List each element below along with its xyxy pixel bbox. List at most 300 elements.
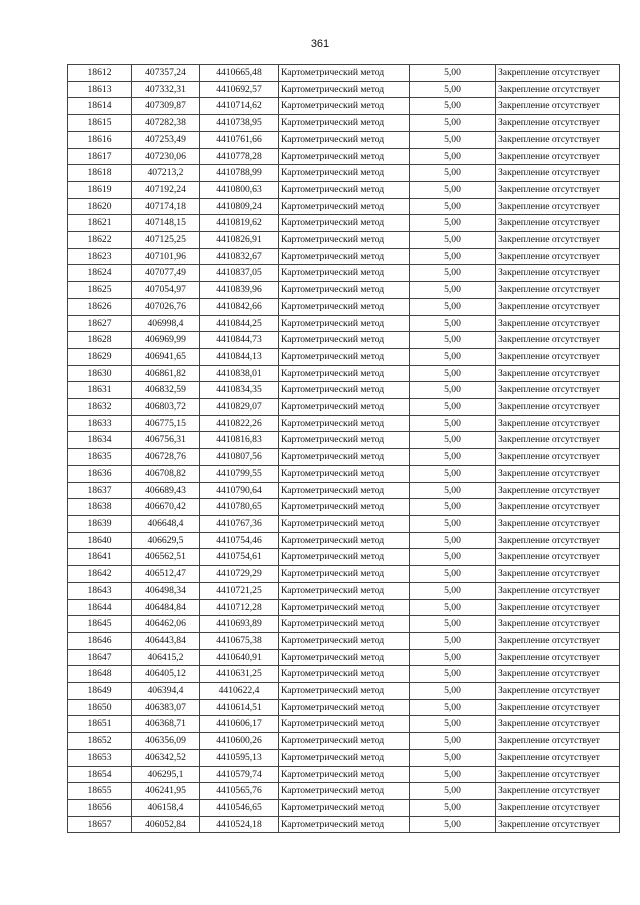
point-number-cell: 18654: [68, 766, 132, 783]
x-coordinate-cell: 407026,76: [132, 298, 200, 315]
table-body: [68, 65, 620, 833]
fixing-description-cell: Закрепление отсутствует: [496, 766, 620, 783]
point-number-cell: 18632: [68, 399, 132, 416]
table-row: [68, 766, 620, 783]
accuracy-cell: 5,00: [410, 315, 496, 332]
accuracy-cell: 5,00: [410, 649, 496, 666]
accuracy-cell: 5,00: [410, 783, 496, 800]
accuracy-cell: 5,00: [410, 616, 496, 633]
x-coordinate-cell: 407332,31: [132, 81, 200, 98]
point-number-cell: 18640: [68, 532, 132, 549]
accuracy-cell: 5,00: [410, 816, 496, 833]
x-coordinate-cell: 406394,4: [132, 683, 200, 700]
point-number-cell: 18635: [68, 449, 132, 466]
table-row: [68, 499, 620, 516]
x-coordinate-cell: 406462,06: [132, 616, 200, 633]
y-coordinate-cell: 4410761,66: [200, 131, 279, 148]
point-number-cell: 18646: [68, 632, 132, 649]
accuracy-cell: 5,00: [410, 549, 496, 566]
fixing-description-cell: Закрепление отсутствует: [496, 382, 620, 399]
x-coordinate-cell: 406241,95: [132, 783, 200, 800]
point-number-cell: 18656: [68, 799, 132, 816]
y-coordinate-cell: 4410788,99: [200, 165, 279, 182]
accuracy-cell: 5,00: [410, 465, 496, 482]
table-row: [68, 816, 620, 833]
point-number-cell: 18637: [68, 482, 132, 499]
accuracy-cell: 5,00: [410, 399, 496, 416]
table-row: [68, 115, 620, 132]
accuracy-cell: 5,00: [410, 131, 496, 148]
point-number-cell: 18634: [68, 432, 132, 449]
y-coordinate-cell: 4410754,61: [200, 549, 279, 566]
y-coordinate-cell: 4410838,01: [200, 365, 279, 382]
fixing-description-cell: Закрепление отсутствует: [496, 683, 620, 700]
fixing-description-cell: Закрепление отсутствует: [496, 616, 620, 633]
table-row: [68, 181, 620, 198]
method-cell: Картометрический метод: [279, 382, 410, 399]
table-row: [68, 699, 620, 716]
y-coordinate-cell: 4410714,62: [200, 98, 279, 115]
table-row: [68, 65, 620, 82]
method-cell: Картометрический метод: [279, 632, 410, 649]
y-coordinate-cell: 4410721,25: [200, 582, 279, 599]
fixing-description-cell: Закрепление отсутствует: [496, 298, 620, 315]
fixing-description-cell: Закрепление отсутствует: [496, 716, 620, 733]
table-row: [68, 532, 620, 549]
x-coordinate-cell: 406498,34: [132, 582, 200, 599]
accuracy-cell: 5,00: [410, 683, 496, 700]
y-coordinate-cell: 4410826,91: [200, 232, 279, 249]
x-coordinate-cell: 407213,2: [132, 165, 200, 182]
y-coordinate-cell: 4410844,25: [200, 315, 279, 332]
y-coordinate-cell: 4410675,38: [200, 632, 279, 649]
fixing-description-cell: Закрепление отсутствует: [496, 799, 620, 816]
fixing-description-cell: Закрепление отсутствует: [496, 733, 620, 750]
fixing-description-cell: Закрепление отсутствует: [496, 482, 620, 499]
y-coordinate-cell: 4410819,62: [200, 215, 279, 232]
method-cell: Картометрический метод: [279, 716, 410, 733]
fixing-description-cell: Закрепление отсутствует: [496, 599, 620, 616]
y-coordinate-cell: 4410693,89: [200, 616, 279, 633]
method-cell: Картометрический метод: [279, 465, 410, 482]
table-row: [68, 148, 620, 165]
table-row: [68, 215, 620, 232]
method-cell: Картометрический метод: [279, 115, 410, 132]
point-number-cell: 18648: [68, 666, 132, 683]
accuracy-cell: 5,00: [410, 716, 496, 733]
fixing-description-cell: Закрепление отсутствует: [496, 165, 620, 182]
accuracy-cell: 5,00: [410, 181, 496, 198]
method-cell: Картометрический метод: [279, 549, 410, 566]
table-row: [68, 716, 620, 733]
fixing-description-cell: Закрепление отсутствует: [496, 649, 620, 666]
fixing-description-cell: Закрепление отсутствует: [496, 499, 620, 516]
table-row: [68, 382, 620, 399]
y-coordinate-cell: 4410622,4: [200, 683, 279, 700]
table-row: [68, 315, 620, 332]
method-cell: Картометрический метод: [279, 365, 410, 382]
point-number-cell: 18622: [68, 232, 132, 249]
accuracy-cell: 5,00: [410, 282, 496, 299]
accuracy-cell: 5,00: [410, 432, 496, 449]
method-cell: Картометрический метод: [279, 415, 410, 432]
point-number-cell: 18638: [68, 499, 132, 516]
method-cell: Картометрический метод: [279, 683, 410, 700]
y-coordinate-cell: 4410778,28: [200, 148, 279, 165]
method-cell: Картометрический метод: [279, 799, 410, 816]
method-cell: Картометрический метод: [279, 282, 410, 299]
point-number-cell: 18652: [68, 733, 132, 750]
method-cell: Картометрический метод: [279, 499, 410, 516]
point-number-cell: 18645: [68, 616, 132, 633]
point-number-cell: 18628: [68, 332, 132, 349]
point-number-cell: 18631: [68, 382, 132, 399]
y-coordinate-cell: 4410799,55: [200, 465, 279, 482]
x-coordinate-cell: 406512,47: [132, 566, 200, 583]
fixing-description-cell: Закрепление отсутствует: [496, 632, 620, 649]
x-coordinate-cell: 406342,52: [132, 749, 200, 766]
method-cell: Картометрический метод: [279, 65, 410, 82]
fixing-description-cell: Закрепление отсутствует: [496, 332, 620, 349]
accuracy-cell: 5,00: [410, 248, 496, 265]
y-coordinate-cell: 4410738,95: [200, 115, 279, 132]
y-coordinate-cell: 4410780,65: [200, 499, 279, 516]
table-row: [68, 248, 620, 265]
accuracy-cell: 5,00: [410, 382, 496, 399]
fixing-description-cell: Закрепление отсутствует: [496, 816, 620, 833]
method-cell: Картометрический метод: [279, 232, 410, 249]
method-cell: Картометрический метод: [279, 666, 410, 683]
accuracy-cell: 5,00: [410, 699, 496, 716]
point-number-cell: 18643: [68, 582, 132, 599]
fixing-description-cell: Закрепление отсутствует: [496, 465, 620, 482]
y-coordinate-cell: 4410832,67: [200, 248, 279, 265]
x-coordinate-cell: 406689,43: [132, 482, 200, 499]
method-cell: Картометрический метод: [279, 599, 410, 616]
y-coordinate-cell: 4410640,91: [200, 649, 279, 666]
table-row: [68, 749, 620, 766]
method-cell: Картометрический метод: [279, 582, 410, 599]
method-cell: Картометрический метод: [279, 766, 410, 783]
accuracy-cell: 5,00: [410, 332, 496, 349]
fixing-description-cell: Закрепление отсутствует: [496, 566, 620, 583]
fixing-description-cell: Закрепление отсутствует: [496, 449, 620, 466]
x-coordinate-cell: 407101,96: [132, 248, 200, 265]
method-cell: Картометрический метод: [279, 181, 410, 198]
point-number-cell: 18639: [68, 515, 132, 532]
table-row: [68, 449, 620, 466]
method-cell: Картометрический метод: [279, 449, 410, 466]
table-row: [68, 566, 620, 583]
table-row: [68, 432, 620, 449]
accuracy-cell: 5,00: [410, 799, 496, 816]
point-number-cell: 18621: [68, 215, 132, 232]
y-coordinate-cell: 4410844,13: [200, 348, 279, 365]
point-number-cell: 18636: [68, 465, 132, 482]
point-number-cell: 18655: [68, 783, 132, 800]
x-coordinate-cell: 407230,06: [132, 148, 200, 165]
x-coordinate-cell: 406356,09: [132, 733, 200, 750]
point-number-cell: 18629: [68, 348, 132, 365]
y-coordinate-cell: 4410809,24: [200, 198, 279, 215]
accuracy-cell: 5,00: [410, 582, 496, 599]
table-row: [68, 131, 620, 148]
method-cell: Картометрический метод: [279, 532, 410, 549]
method-cell: Картометрический метод: [279, 515, 410, 532]
fixing-description-cell: Закрепление отсутствует: [496, 131, 620, 148]
x-coordinate-cell: 406629,5: [132, 532, 200, 549]
point-number-cell: 18625: [68, 282, 132, 299]
x-coordinate-cell: 407357,24: [132, 65, 200, 82]
fixing-description-cell: Закрепление отсутствует: [496, 115, 620, 132]
method-cell: Картометрический метод: [279, 148, 410, 165]
y-coordinate-cell: 4410546,65: [200, 799, 279, 816]
accuracy-cell: 5,00: [410, 599, 496, 616]
table-row: [68, 365, 620, 382]
fixing-description-cell: Закрепление отсутствует: [496, 282, 620, 299]
table-row: [68, 98, 620, 115]
x-coordinate-cell: 406832,59: [132, 382, 200, 399]
y-coordinate-cell: 4410842,66: [200, 298, 279, 315]
y-coordinate-cell: 4410595,13: [200, 749, 279, 766]
table-row: [68, 515, 620, 532]
x-coordinate-cell: 407077,49: [132, 265, 200, 282]
table-row: [68, 616, 620, 633]
fixing-description-cell: Закрепление отсутствует: [496, 749, 620, 766]
table-row: [68, 332, 620, 349]
accuracy-cell: 5,00: [410, 165, 496, 182]
x-coordinate-cell: 406861,82: [132, 365, 200, 382]
accuracy-cell: 5,00: [410, 632, 496, 649]
table-row: [68, 482, 620, 499]
y-coordinate-cell: 4410800,63: [200, 181, 279, 198]
table-row: [68, 298, 620, 315]
fixing-description-cell: Закрепление отсутствует: [496, 415, 620, 432]
point-number-cell: 18649: [68, 683, 132, 700]
fixing-description-cell: Закрепление отсутствует: [496, 248, 620, 265]
y-coordinate-cell: 4410579,74: [200, 766, 279, 783]
method-cell: Картометрический метод: [279, 733, 410, 750]
y-coordinate-cell: 4410754,46: [200, 532, 279, 549]
x-coordinate-cell: 406295,1: [132, 766, 200, 783]
x-coordinate-cell: 406941,65: [132, 348, 200, 365]
method-cell: Картометрический метод: [279, 783, 410, 800]
table-row: [68, 632, 620, 649]
x-coordinate-cell: 406648,4: [132, 515, 200, 532]
table-row: [68, 81, 620, 98]
table-row: [68, 415, 620, 432]
accuracy-cell: 5,00: [410, 415, 496, 432]
point-number-cell: 18641: [68, 549, 132, 566]
y-coordinate-cell: 4410816,83: [200, 432, 279, 449]
method-cell: Картометрический метод: [279, 699, 410, 716]
fixing-description-cell: Закрепление отсутствует: [496, 148, 620, 165]
fixing-description-cell: Закрепление отсутствует: [496, 783, 620, 800]
fixing-description-cell: Закрепление отсутствует: [496, 666, 620, 683]
x-coordinate-cell: 406670,42: [132, 499, 200, 516]
x-coordinate-cell: 406998,4: [132, 315, 200, 332]
y-coordinate-cell: 4410790,64: [200, 482, 279, 499]
method-cell: Картометрический метод: [279, 649, 410, 666]
table-row: [68, 599, 620, 616]
table-row: [68, 666, 620, 683]
x-coordinate-cell: 406158,4: [132, 799, 200, 816]
point-number-cell: 18642: [68, 566, 132, 583]
point-number-cell: 18644: [68, 599, 132, 616]
point-number-cell: 18623: [68, 248, 132, 265]
accuracy-cell: 5,00: [410, 566, 496, 583]
y-coordinate-cell: 4410844,73: [200, 332, 279, 349]
fixing-description-cell: Закрепление отсутствует: [496, 181, 620, 198]
fixing-description-cell: Закрепление отсутствует: [496, 81, 620, 98]
y-coordinate-cell: 4410565,76: [200, 783, 279, 800]
accuracy-cell: 5,00: [410, 348, 496, 365]
y-coordinate-cell: 4410614,51: [200, 699, 279, 716]
table-row: [68, 265, 620, 282]
table-row: [68, 282, 620, 299]
x-coordinate-cell: 406443,84: [132, 632, 200, 649]
fixing-description-cell: Закрепление отсутствует: [496, 399, 620, 416]
accuracy-cell: 5,00: [410, 449, 496, 466]
fixing-description-cell: Закрепление отсутствует: [496, 348, 620, 365]
fixing-description-cell: Закрепление отсутствует: [496, 515, 620, 532]
y-coordinate-cell: 4410692,57: [200, 81, 279, 98]
y-coordinate-cell: 4410822,26: [200, 415, 279, 432]
table-row: [68, 399, 620, 416]
x-coordinate-cell: 406383,07: [132, 699, 200, 716]
point-number-cell: 18614: [68, 98, 132, 115]
point-number-cell: 18619: [68, 181, 132, 198]
x-coordinate-cell: 406775,15: [132, 415, 200, 432]
fixing-description-cell: Закрепление отсутствует: [496, 198, 620, 215]
method-cell: Картометрический метод: [279, 215, 410, 232]
table-row: [68, 465, 620, 482]
x-coordinate-cell: 407125,25: [132, 232, 200, 249]
accuracy-cell: 5,00: [410, 666, 496, 683]
y-coordinate-cell: 4410837,05: [200, 265, 279, 282]
x-coordinate-cell: 406969,99: [132, 332, 200, 349]
y-coordinate-cell: 4410729,29: [200, 566, 279, 583]
point-number-cell: 18617: [68, 148, 132, 165]
accuracy-cell: 5,00: [410, 265, 496, 282]
table-row: [68, 348, 620, 365]
method-cell: Картометрический метод: [279, 816, 410, 833]
x-coordinate-cell: 407174,18: [132, 198, 200, 215]
fixing-description-cell: Закрепление отсутствует: [496, 582, 620, 599]
method-cell: Картометрический метод: [279, 616, 410, 633]
point-number-cell: 18613: [68, 81, 132, 98]
point-number-cell: 18651: [68, 716, 132, 733]
accuracy-cell: 5,00: [410, 733, 496, 750]
table-row: [68, 198, 620, 215]
x-coordinate-cell: 406368,71: [132, 716, 200, 733]
x-coordinate-cell: 407192,24: [132, 181, 200, 198]
method-cell: Картометрический метод: [279, 315, 410, 332]
fixing-description-cell: Закрепление отсутствует: [496, 315, 620, 332]
accuracy-cell: 5,00: [410, 766, 496, 783]
point-number-cell: 18630: [68, 365, 132, 382]
method-cell: Картометрический метод: [279, 749, 410, 766]
x-coordinate-cell: 406708,82: [132, 465, 200, 482]
point-number-cell: 18618: [68, 165, 132, 182]
method-cell: Картометрический метод: [279, 482, 410, 499]
accuracy-cell: 5,00: [410, 232, 496, 249]
accuracy-cell: 5,00: [410, 749, 496, 766]
y-coordinate-cell: 4410600,26: [200, 733, 279, 750]
method-cell: Картометрический метод: [279, 432, 410, 449]
method-cell: Картометрический метод: [279, 399, 410, 416]
table-row: [68, 783, 620, 800]
method-cell: Картометрический метод: [279, 566, 410, 583]
y-coordinate-cell: 4410606,17: [200, 716, 279, 733]
accuracy-cell: 5,00: [410, 365, 496, 382]
table-row: [68, 165, 620, 182]
x-coordinate-cell: 406728,76: [132, 449, 200, 466]
point-number-cell: 18650: [68, 699, 132, 716]
point-number-cell: 18647: [68, 649, 132, 666]
point-number-cell: 18627: [68, 315, 132, 332]
x-coordinate-cell: 406484,84: [132, 599, 200, 616]
accuracy-cell: 5,00: [410, 499, 496, 516]
y-coordinate-cell: 4410524,18: [200, 816, 279, 833]
x-coordinate-cell: 406052,84: [132, 816, 200, 833]
point-number-cell: 18633: [68, 415, 132, 432]
method-cell: Картометрический метод: [279, 348, 410, 365]
table-row: [68, 582, 620, 599]
x-coordinate-cell: 406756,31: [132, 432, 200, 449]
y-coordinate-cell: 4410631,25: [200, 666, 279, 683]
method-cell: Картометрический метод: [279, 131, 410, 148]
table-row: [68, 799, 620, 816]
x-coordinate-cell: 406405,12: [132, 666, 200, 683]
x-coordinate-cell: 406562,51: [132, 549, 200, 566]
x-coordinate-cell: 407253,49: [132, 131, 200, 148]
table-row: [68, 733, 620, 750]
accuracy-cell: 5,00: [410, 215, 496, 232]
x-coordinate-cell: 406803,72: [132, 399, 200, 416]
point-number-cell: 18624: [68, 265, 132, 282]
method-cell: Картометрический метод: [279, 332, 410, 349]
accuracy-cell: 5,00: [410, 98, 496, 115]
fixing-description-cell: Закрепление отсутствует: [496, 699, 620, 716]
point-number-cell: 18615: [68, 115, 132, 132]
y-coordinate-cell: 4410712,28: [200, 599, 279, 616]
method-cell: Картометрический метод: [279, 265, 410, 282]
method-cell: Картометрический метод: [279, 298, 410, 315]
method-cell: Картометрический метод: [279, 165, 410, 182]
x-coordinate-cell: 406415,2: [132, 649, 200, 666]
method-cell: Картометрический метод: [279, 81, 410, 98]
fixing-description-cell: Закрепление отсутствует: [496, 432, 620, 449]
table-row: [68, 549, 620, 566]
x-coordinate-cell: 407309,87: [132, 98, 200, 115]
y-coordinate-cell: 4410665,48: [200, 65, 279, 82]
x-coordinate-cell: 407148,15: [132, 215, 200, 232]
accuracy-cell: 5,00: [410, 65, 496, 82]
accuracy-cell: 5,00: [410, 482, 496, 499]
table-row: [68, 649, 620, 666]
table-row: [68, 232, 620, 249]
page-number: 361: [310, 38, 330, 50]
table-row: [68, 683, 620, 700]
fixing-description-cell: Закрепление отсутствует: [496, 532, 620, 549]
point-number-cell: 18612: [68, 65, 132, 82]
fixing-description-cell: Закрепление отсутствует: [496, 365, 620, 382]
accuracy-cell: 5,00: [410, 198, 496, 215]
fixing-description-cell: Закрепление отсутствует: [496, 232, 620, 249]
coordinates-table: [67, 64, 620, 833]
y-coordinate-cell: 4410767,36: [200, 515, 279, 532]
